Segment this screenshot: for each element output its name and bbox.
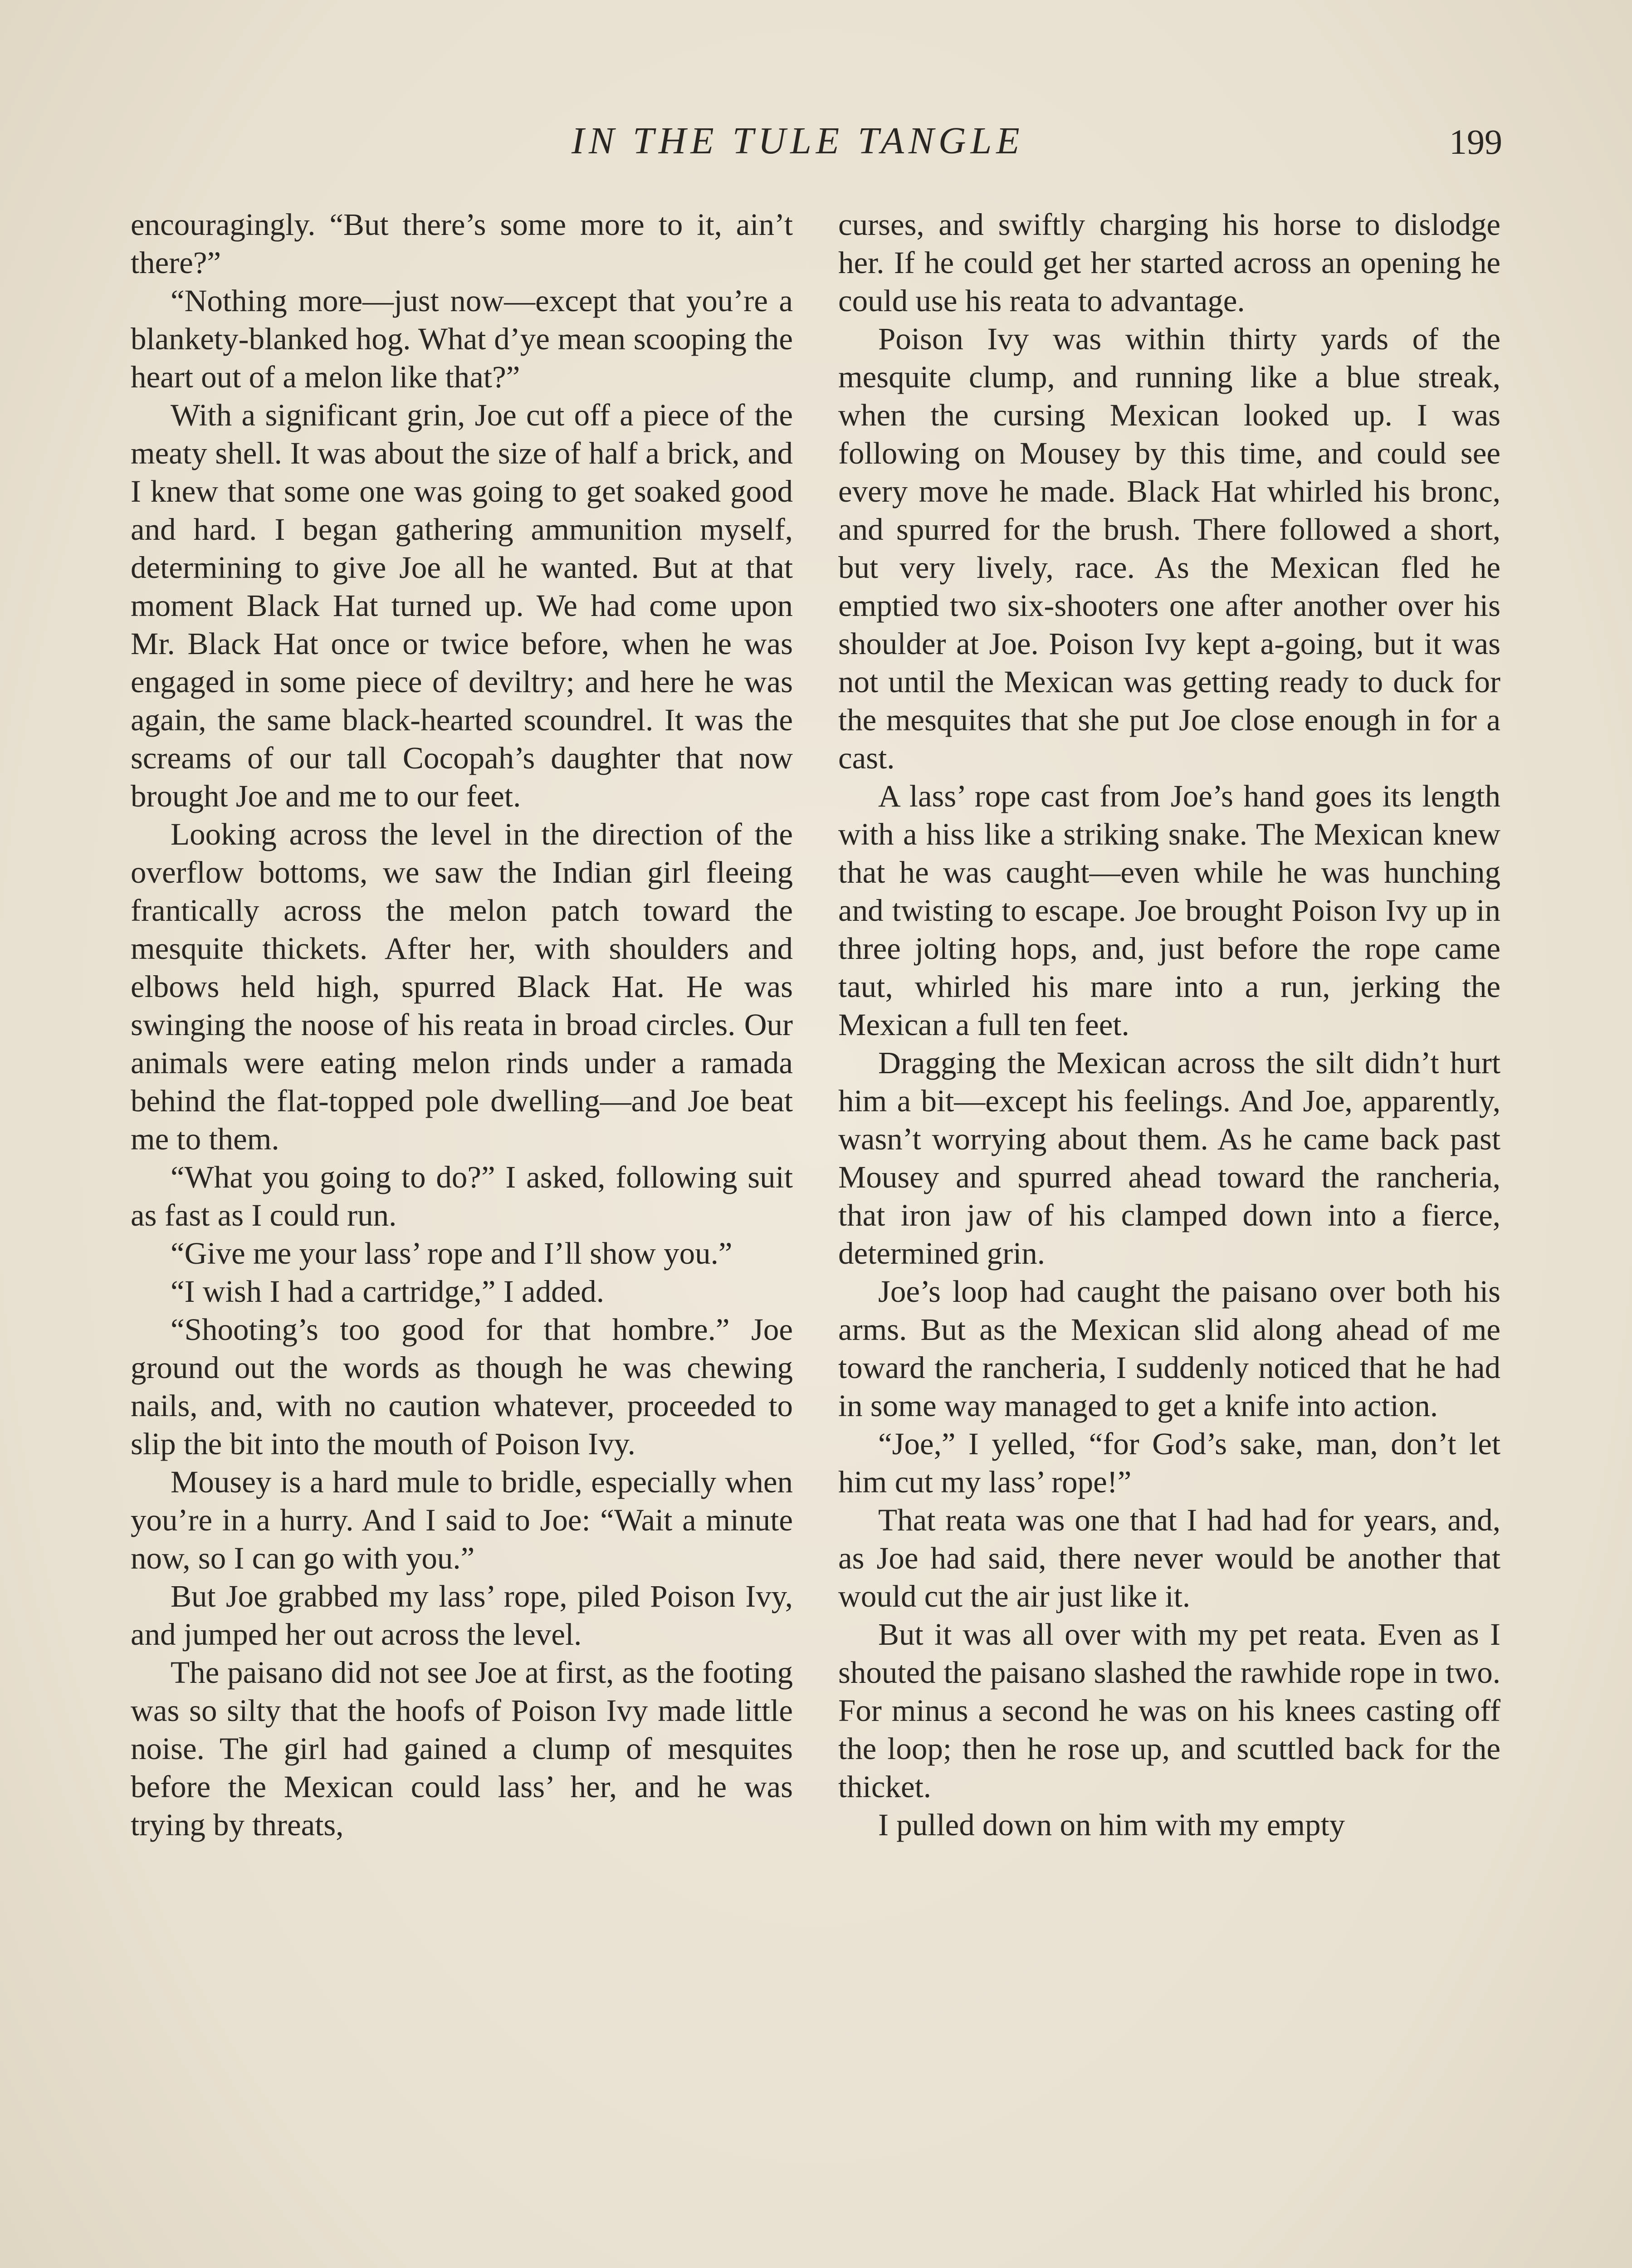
paragraph: That reata was one that I had had for years, and, as Joe had said, there never would be another that would cut the air just like it. <box>838 1503 1500 1613</box>
paragraph: “Nothing more—just now—except that you’re a blankety-blanked hog. What d’ye mean scooping the heart out of a melon like that?” <box>131 284 793 394</box>
paragraph: “What you going to do?” I asked, following suit as fast as I could run. <box>131 1160 793 1232</box>
paragraph: The paisano did not see Joe at first, as the footing was so silty that the hoofs of Poison Ivy made little noise. The girl had gained a clump of mesquites before the Mexican could lass’ her, and he was trying by threats, <box>131 1655 793 1842</box>
paragraph: Looking across the level in the direction of the overflow bottoms, we saw the Indian girl fleeing frantically across the melon patch toward the mesquite thickets. After her, with shoulders and elbows held high, spurred Black Hat. He was swinging the noose of his reata in broad circles. Our animals were eating melon rinds under a ramada behind the flat-topped pole dwelling—and Joe beat me to them. <box>131 817 793 1156</box>
paragraph: “Joe,” I yelled, “for God’s sake, man, don’t let him cut my lass’ rope!” <box>838 1427 1500 1499</box>
paragraph: I pulled down on him with my empty <box>878 1808 1345 1842</box>
paragraph: Poison Ivy was within thirty yards of the mesquite clump, and running like a blue streak, when the cursing Mexican looked up. I was following on Mousey by this time, and could see every move he made. Black Hat whirled his bronc, and spurred for the brush. There followed a short, but very lively, race. As the Mexican fled he emptied two six-shooters one after another over his shoulder at Joe. Poison Ivy kept a-going, but it was not until the Mexican was getting ready to duck for the mesquites that she put Joe close enough in for a cast. <box>838 322 1500 775</box>
paragraph: curses, and swiftly charging his horse to dislodge her. If he could get her started across an opening he could use his reata to advantage. <box>838 207 1500 318</box>
paragraph: Dragging the Mexican across the silt didn’t hurt him a bit—except his feelings. And Joe, apparently, wasn’t worrying about them. As he came back past Mousey and spurred ahead toward the rancheria, that iron jaw of his clamped down into a fierce, determined grin. <box>838 1046 1500 1271</box>
paragraph: A lass’ rope cast from Joe’s hand goes its length with a hiss like a striking snake. The Mexican knew that he was caught—even while he was hunching and twisting to escape. Joe brought Poison Ivy up in three jolting hops, and, just before the rope came taut, whirled his mare into a run, jerking the Mexican a full ten feet. <box>838 779 1500 1042</box>
page-number: 199 <box>1449 122 1502 161</box>
paragraph: “I wish I had a cartridge,” I added. <box>171 1274 604 1309</box>
paragraph: Mousey is a hard mule to bridle, especially when you’re in a hurry. And I said to Joe: “Wait a minute now, so I can go with you.” <box>131 1465 793 1575</box>
left-text-column <box>131 205 793 1844</box>
right-text-column <box>838 205 1500 1844</box>
paragraph: “Give me your lass’ rope and I’ll show you.” <box>171 1236 733 1271</box>
paragraph: But it was all over with my pet reata. Even as I shouted the paisano slashed the rawhide rope in two. For minus a second he was on his knees casting off the loop; then he rose up, and scuttled back for the thicket. <box>838 1617 1500 1804</box>
running-head-title: IN THE TULE TANGLE <box>572 120 1024 162</box>
paragraph: “Shooting’s too good for that hombre.” Joe ground out the words as though he was chewing nails, and, with no caution whatever, proceeded to slip the bit into the mouth of Poison Ivy. <box>131 1312 793 1461</box>
paragraph: But Joe grabbed my lass’ rope, piled Poison Ivy, and jumped her out across the level. <box>131 1579 793 1652</box>
paragraph: Joe’s loop had caught the paisano over both his arms. But as the Mexican slid along ahead of me toward the rancheria, I suddenly noticed that he had in some way managed to get a knife into action. <box>838 1274 1500 1423</box>
paragraph: encouragingly. “But there’s some more to it, ain’t there?” <box>131 207 793 280</box>
paragraph: With a significant grin, Joe cut off a piece of the meaty shell. It was about the size of half a brick, and I knew that some one was going to get soaked good and hard. I began gathering ammunition myself, determining to give Joe all he wanted. But at that moment Black Hat turned up. We had come upon Mr. Black Hat once or twice before, when he was engaged in some piece of deviltry; and here he was again, the same black-hearted scoundrel. It was the screams of our tall Cocopah’s daughter that now brought Joe and me to our feet. <box>131 398 793 813</box>
